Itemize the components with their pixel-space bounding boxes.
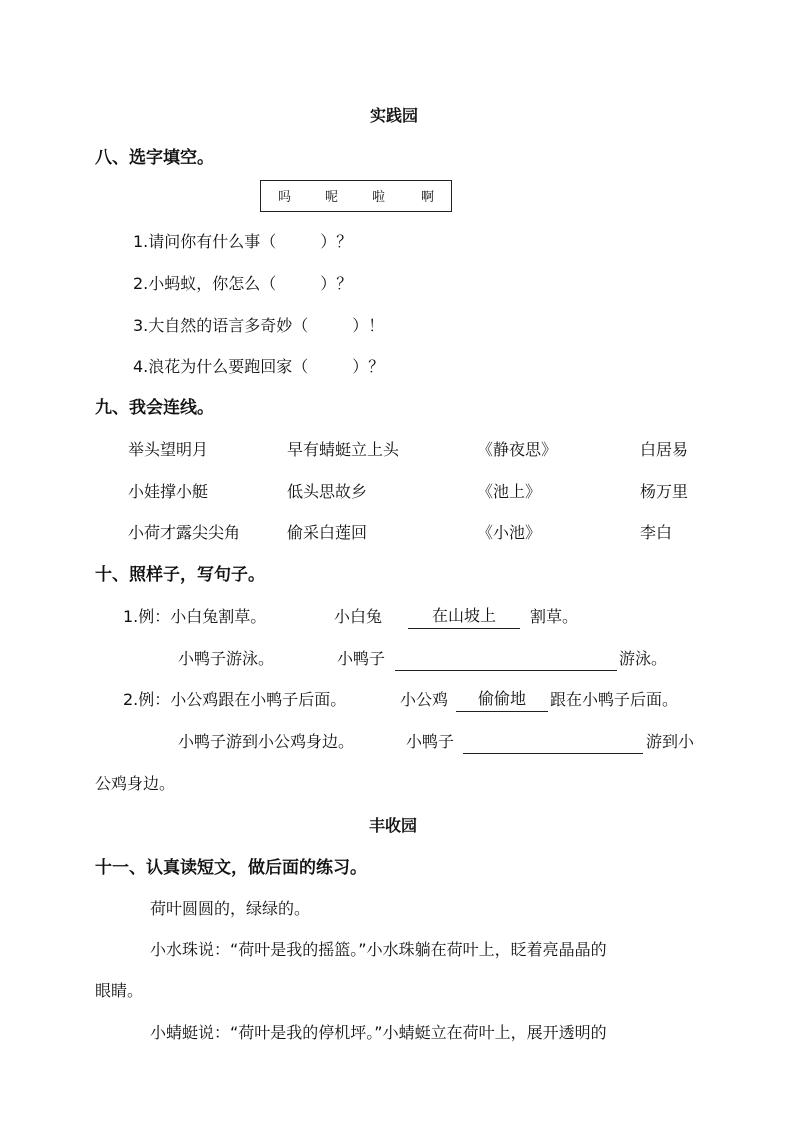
example-2-label: 2.例：小公鸡跟在小鸭子后面。 [123, 690, 347, 709]
example-2-filled-blank: 偷偷地 [456, 691, 548, 712]
passage-paragraph-2: 小水珠说：“荷叶是我的摇篮。”小水珠躺在荷叶上，眨着亮晶晶的 [150, 940, 607, 959]
match-cell: 《静夜思》 [477, 440, 558, 459]
word-options-box [260, 180, 452, 212]
task-1-answer-blank[interactable] [395, 650, 617, 671]
passage-paragraph-2-wrap: 眼睛。 [95, 981, 144, 1000]
match-cell: 早有蜻蜓立上头 [287, 440, 400, 459]
task-1-end: 游泳。 [619, 649, 668, 668]
passage-paragraph-3: 小蜻蜓说：“荷叶是我的停机坪。”小蜻蜓立在荷叶上，展开透明的 [150, 1023, 607, 1042]
word-option: 啦 [372, 190, 386, 205]
match-cell: 举头望明月 [128, 440, 209, 459]
match-cell: 偷采白莲回 [287, 523, 368, 542]
section-title-practice: 实践园 [370, 106, 419, 125]
task-2-sentence: 小鸭子游到小公鸡身边。 [178, 732, 355, 751]
word-option: 吗 [278, 190, 292, 205]
match-cell: 《小池》 [477, 523, 542, 542]
q8-item-3: 3.大自然的语言多奇妙（ ）！ [133, 316, 385, 335]
q8-heading: 八、选字填空。 [95, 148, 214, 168]
match-cell: 小娃撑小艇 [128, 482, 209, 501]
task-2-end: 游到小 [646, 732, 695, 751]
example-1-subject: 小白兔 [334, 607, 383, 626]
q11-heading: 十一、认真读短文，做后面的练习。 [95, 858, 367, 878]
q8-item-4: 4.浪花为什么要跑回家（ ）？ [133, 357, 385, 376]
q8-item-1: 1.请问你有什么事（ ）？ [133, 232, 353, 251]
word-option: 呢 [325, 190, 339, 205]
task-1-subject: 小鸭子 [337, 649, 386, 668]
example-2-subject: 小公鸡 [400, 690, 449, 709]
task-2-wrap: 公鸡身边。 [95, 774, 176, 793]
q9-heading: 九、我会连线。 [95, 398, 214, 418]
match-cell: 《池上》 [477, 482, 542, 501]
match-cell: 杨万里 [640, 482, 689, 501]
section-title-harvest: 丰收园 [369, 816, 418, 835]
example-1-end: 割草。 [530, 607, 579, 626]
task-2-subject: 小鸭子 [406, 732, 455, 751]
match-cell: 小荷才露尖尖角 [128, 523, 241, 542]
example-1-filled-blank: 在山坡上 [408, 608, 520, 629]
task-2-answer-blank[interactable] [463, 733, 643, 754]
q10-heading: 十、照样子，写句子。 [95, 565, 265, 585]
example-1-label: 1.例：小白兔割草。 [123, 607, 267, 626]
word-option: 啊 [421, 190, 435, 205]
q8-item-2: 2.小蚂蚁，你怎么（ ）？ [133, 274, 353, 293]
match-cell: 白居易 [640, 440, 689, 459]
match-cell: 低头思故乡 [287, 482, 368, 501]
task-1-sentence: 小鸭子游泳。 [178, 649, 275, 668]
example-2-end: 跟在小鸭子后面。 [550, 690, 679, 709]
passage-paragraph-1: 荷叶圆圆的，绿绿的。 [150, 899, 311, 918]
match-cell: 李白 [640, 523, 673, 542]
